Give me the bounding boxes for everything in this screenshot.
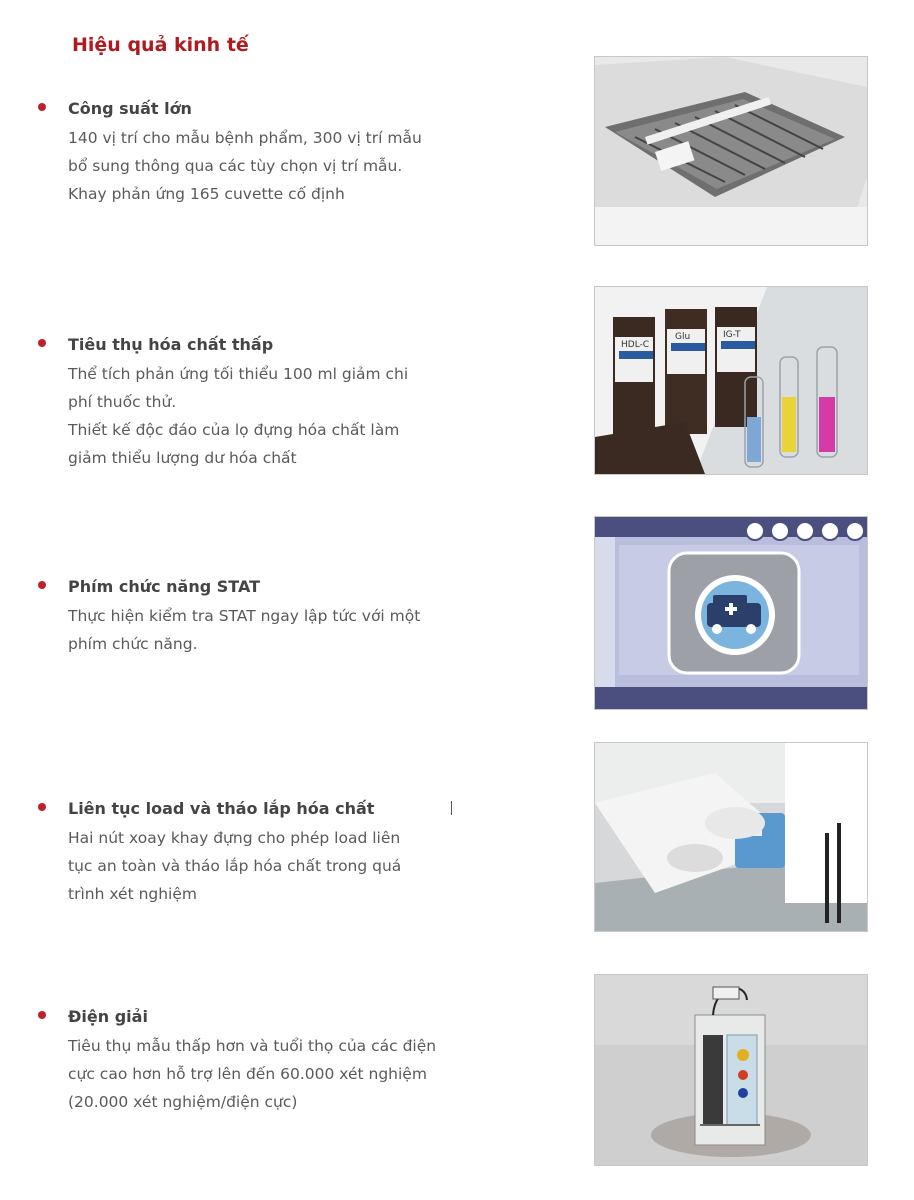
feature-electrolyte [38,1006,468,1116]
desc-line: phí thuốc thử. [68,393,177,411]
bullet-icon [38,803,46,811]
feature-continuous-loading [38,798,468,908]
feature-description [68,360,468,472]
desc-line: Tiêu thụ mẫu thấp hơn và tuổi thọ của các điện [68,1037,437,1055]
stat-screen-photo [594,516,868,710]
analyzer-photo [594,56,868,246]
desc-line: phím chức năng. [68,635,198,653]
desc-line: giảm thiểu lượng dư hóa chất [68,449,297,467]
feature-description [68,824,468,908]
feature-description [68,602,468,658]
desc-line: (20.000 xét nghiệm/điện cực) [68,1093,298,1111]
bullet-icon [38,103,46,111]
desc-line: cực cao hơn hỗ trợ lên đến 60.000 xét nghiệm [68,1065,427,1083]
reagent-bottles-photo [594,286,868,475]
desc-line: 140 vị trí cho mẫu bệnh phẩm, 300 vị trí mẫu [68,129,422,147]
bullet-icon [38,1011,46,1019]
bullet-icon [38,339,46,347]
desc-line: Hai nút xoay khay đựng cho phép load liên [68,829,401,847]
feature-description [68,124,468,208]
desc-line: Khay phản ứng 165 cuvette cố định [68,185,345,203]
bullet-icon [38,581,46,589]
desc-line: trình xét nghiệm [68,885,197,903]
desc-line: bổ sung thông qua các tùy chọn vị trí mẫu. [68,157,403,175]
feature-title: Điện giải [68,1007,148,1026]
page-heading: Hiệu quả kinh tế [72,34,249,56]
feature-title: Tiêu thụ hóa chất thấp [68,335,274,354]
feature-title: Công suất lớn [68,99,192,118]
desc-line: Thiết kế độc đáo của lọ đựng hóa chất làm [68,421,400,439]
reagent-label: IG-T [723,330,741,340]
reagent-loading-photo [594,742,868,932]
feature-capacity [38,98,468,208]
desc-line: tục an toàn và tháo lắp hóa chất trong quá [68,857,402,875]
electrolyte-module-photo [594,974,868,1166]
feature-title: Phím chức năng STAT [68,577,261,596]
text-cursor-mark [451,801,452,815]
feature-low-reagent [38,334,468,472]
reagent-label: HDL-C [621,340,650,350]
feature-description [68,1032,468,1116]
reagent-label: Glu [675,332,691,342]
feature-stat-key [38,576,468,658]
desc-line: Thực hiện kiểm tra STAT ngay lập tức với một [68,607,421,625]
feature-title: Liên tục load và tháo lắp hóa chất [68,799,375,818]
desc-line: Thể tích phản ứng tối thiểu 100 ml giảm chi [68,365,409,383]
